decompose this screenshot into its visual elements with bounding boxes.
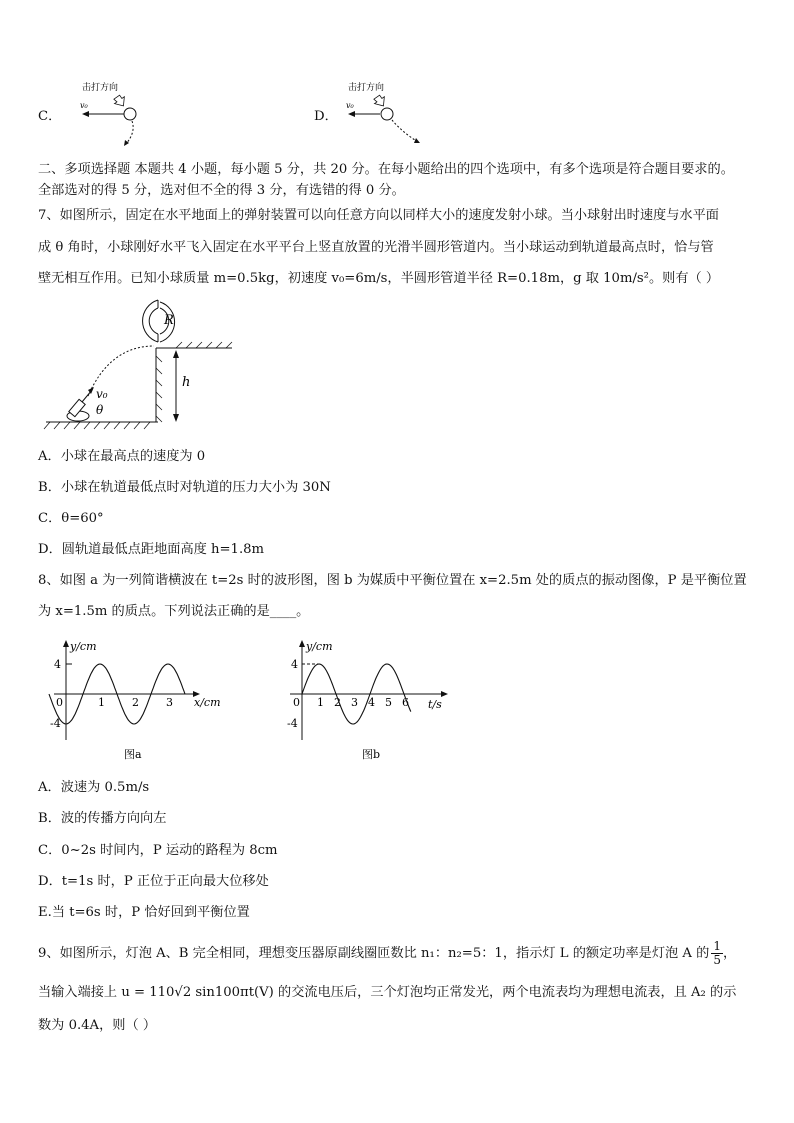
section2-line1: 二、多项选择题 本题共 4 小题，每小题 5 分，共 20 分。在每小题给出的四个选项中，有多个选项是符合题目要求的。 bbox=[38, 162, 734, 177]
q8-option-d: D．t=1s 时，P 正位于正向最大位移处 bbox=[38, 874, 269, 889]
svg-text:v₀: v₀ bbox=[80, 101, 88, 110]
option-d-figure bbox=[340, 80, 450, 150]
radius-label: R bbox=[164, 313, 174, 328]
q9-line3: 数为 0.4A，则（ ） bbox=[38, 1018, 157, 1033]
q7-line3: 壁无相互作用。已知小球质量 m=0.5kg，初速度 v₀=6m/s，半圆形管道半径 R=0.18m，g 取 10m/s²。则有（ ） bbox=[38, 271, 720, 286]
q7-option-d: D．圆轨道最低点距地面高度 h=1.8m bbox=[38, 542, 265, 557]
q8-option-a: A．波速为 0.5m/s bbox=[38, 780, 150, 795]
q7-option-c: C．θ=60° bbox=[38, 511, 104, 526]
q8-option-e: E.当 t=6s 时，P 恰好回到平衡位置 bbox=[38, 905, 250, 920]
q8-figure-a bbox=[44, 636, 234, 766]
svg-text:v₀: v₀ bbox=[346, 101, 354, 110]
svg-text:4: 4 bbox=[291, 658, 298, 671]
q7-figure bbox=[40, 298, 240, 433]
svg-text:6: 6 bbox=[402, 696, 409, 709]
hit-direction-label: 击打方向 bbox=[82, 83, 119, 93]
height-label: h bbox=[182, 375, 191, 390]
svg-text:2: 2 bbox=[334, 696, 341, 709]
svg-text:0: 0 bbox=[293, 696, 300, 709]
option-c-figure bbox=[74, 80, 164, 150]
svg-text:1: 1 bbox=[317, 696, 324, 709]
fig-b-ylabel: y/cm bbox=[306, 640, 333, 653]
q8-option-b: B．波的传播方向向左 bbox=[38, 811, 167, 826]
q8-line2: 为 x=1.5m 的质点。下列说法正确的是____。 bbox=[38, 604, 310, 619]
fig-a-xlabel: x/cm bbox=[194, 696, 221, 709]
q9-line2: 当输入端接上 u = 110√2 sin100πt(V) 的交流电压后，三个灯泡均正常发光，两个电流表均为理想电流表，且 A₂ 的示 bbox=[38, 985, 737, 1000]
svg-text:0: 0 bbox=[56, 696, 63, 709]
svg-text:2: 2 bbox=[132, 696, 139, 709]
option-c-label: C． bbox=[38, 109, 62, 124]
q8-line1: 8、如图 a 为一列简谐横波在 t=2s 时的波形图，图 b 为媒质中平衡位置在 x=2.5m 处的质点的振动图像，P 是平衡位置 bbox=[38, 573, 747, 588]
svg-text:4: 4 bbox=[368, 696, 375, 709]
svg-text:-4: -4 bbox=[287, 717, 298, 730]
fig-b-caption: 图b bbox=[362, 748, 381, 761]
q7-option-b: B．小球在轨道最低点时对轨道的压力大小为 30N bbox=[38, 480, 331, 495]
option-d-label: D． bbox=[314, 109, 338, 124]
fraction: $\frac{1}{5}$ bbox=[713, 939, 721, 967]
svg-text:3: 3 bbox=[166, 696, 173, 709]
v0-label: v₀ bbox=[96, 387, 108, 401]
section2-line2: 全部选对的得 5 分，选对但不全的得 3 分，有选错的得 0 分。 bbox=[38, 183, 405, 198]
q7-option-a: A．小球在最高点的速度为 0 bbox=[38, 449, 206, 464]
theta-label: θ bbox=[96, 403, 104, 417]
svg-text:-4: -4 bbox=[50, 717, 61, 730]
q8-figure-b bbox=[282, 636, 462, 766]
q8-option-c: C．0~2s 时间内，P 运动的路程为 8cm bbox=[38, 843, 278, 858]
fig-a-ylabel: y/cm bbox=[70, 640, 97, 653]
fig-a-caption: 图a bbox=[124, 748, 142, 761]
svg-text:击打方向: 击打方向 bbox=[348, 83, 385, 93]
fig-b-xlabel: t/s bbox=[428, 698, 442, 711]
svg-text:1: 1 bbox=[98, 696, 105, 709]
q9-line1: 9、如图所示，灯泡 A、B 完全相同，理想变压器原副线圈匝数比 n₁：n₂=5：1，指示灯 L 的额定功率是灯泡 A 的 $\frac{1}{5}$ ， bbox=[38, 939, 737, 967]
svg-text:4: 4 bbox=[54, 658, 61, 671]
svg-text:5: 5 bbox=[385, 696, 392, 709]
q7-line1: 7、如图所示，固定在水平地面上的弹射装置可以向任意方向以同样大小的速度发射小球。当小球射出时速度与水平面 bbox=[38, 208, 719, 223]
q7-line2: 成 θ 角时，小球刚好水平飞入固定在水平平台上竖直放置的光滑半圆形管道内。当小球运动到轨道最高点时，恰与管 bbox=[38, 240, 714, 255]
svg-text:3: 3 bbox=[351, 696, 358, 709]
